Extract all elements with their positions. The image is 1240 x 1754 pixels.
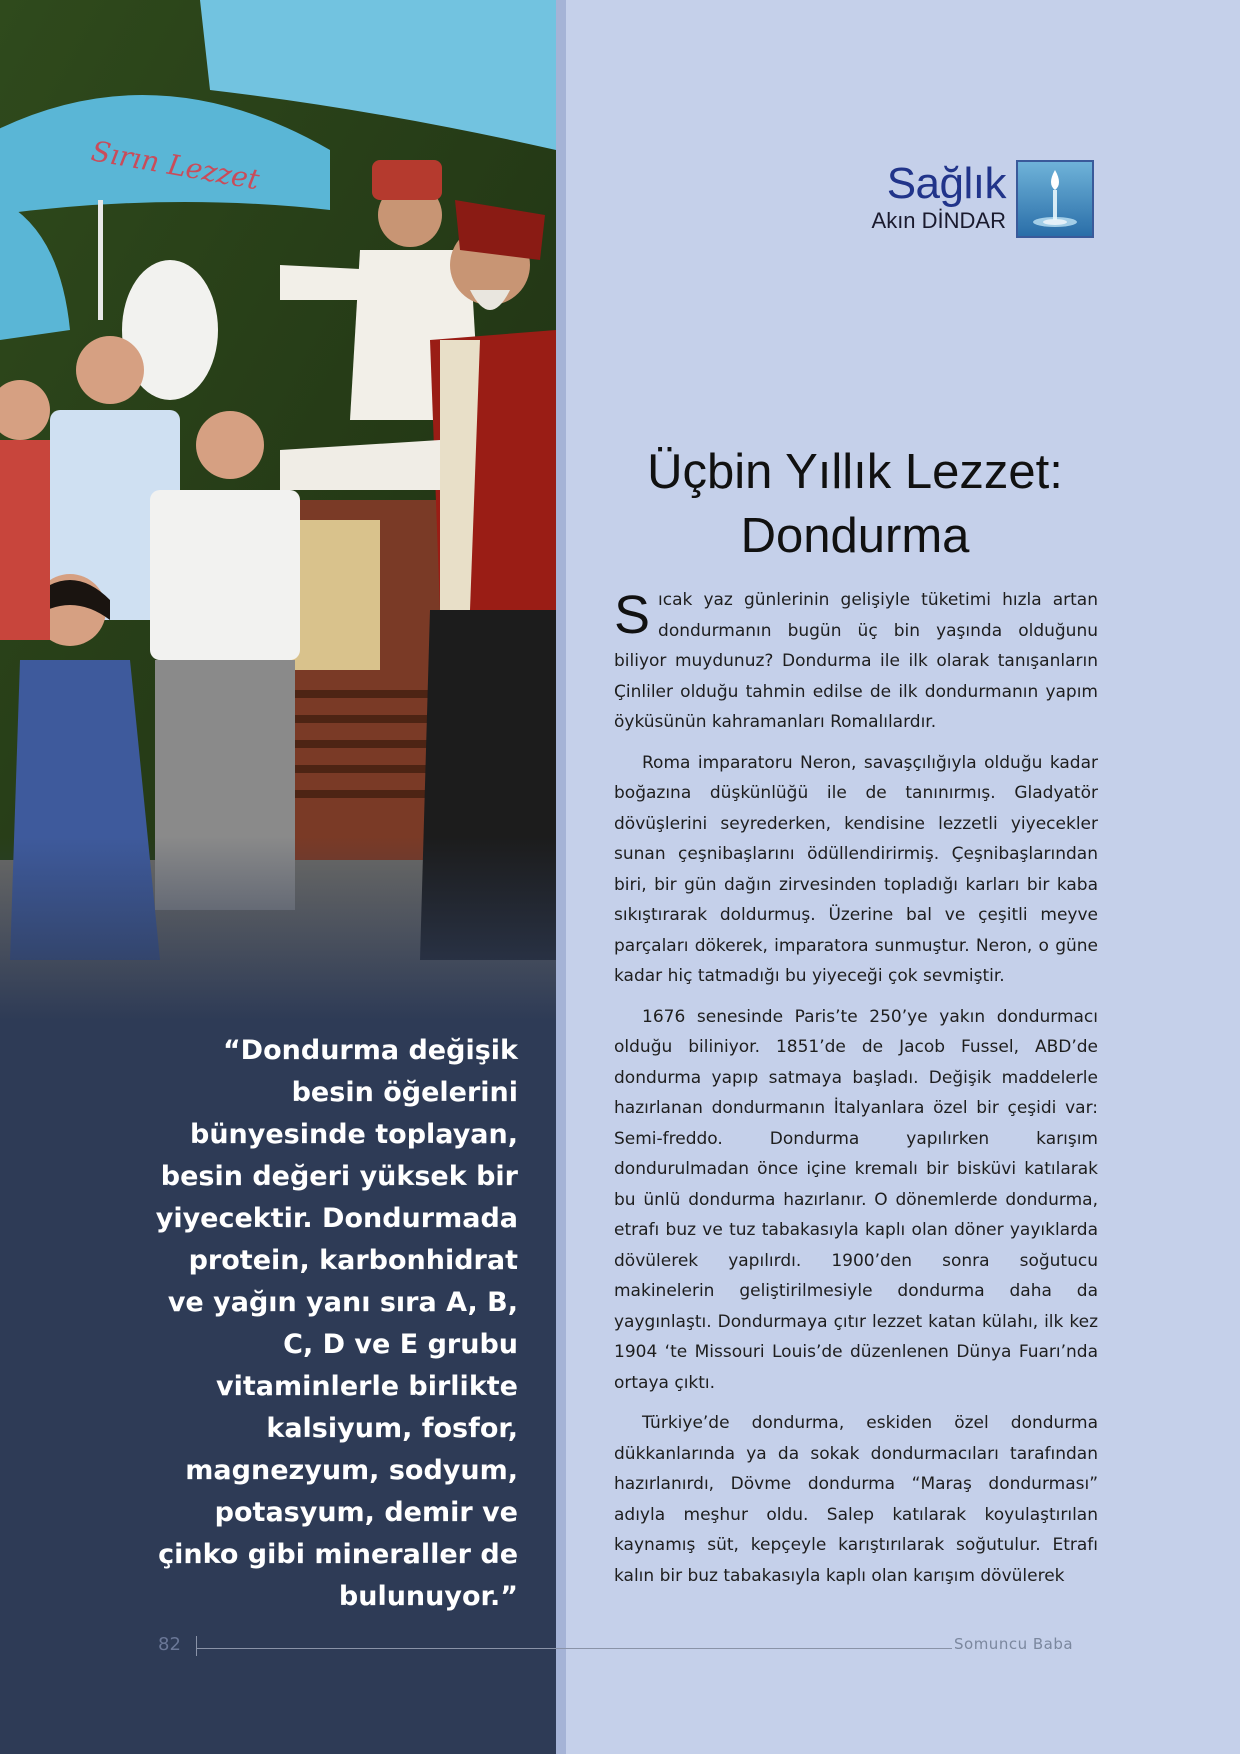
- column-divider: [556, 0, 566, 1754]
- left-column: [0, 0, 556, 1754]
- paragraph-1-text: ıcak yaz günlerinin gelişiyle tüketimi hızla artan dondurmanın bugün üç bin yaşında olduğunu biliyor muydunuz? Dondurma ile ilk olarak tanışanların Çinliler olduğu tahmin edilse de ilk dondurmanın yapım öyküsünün kahramanları Romalılardır.: [614, 590, 1098, 732]
- article-body: [614, 585, 1098, 1601]
- section-title: Sağlık: [886, 159, 1006, 208]
- footer-divider-tick: [196, 1636, 197, 1656]
- headline-line-2: Dondurma: [740, 509, 970, 563]
- paragraph-3: 1676 senesinde Paris’te 250’ye yakın dondurmacı olduğu biliniyor. 1851’de de Jacob Fussel, ABD’de dondurma yapıp satmaya başladı. Değişik maddelerle hazırlanan dondurmanın İtalyanlara özel bir çeşidi var: Semi-freddo. Dondurma yapılırken karışım dondurulmadan önce içine kremalı bir bisküvi katılarak bu ünlü dondurma hazırlanır. O dönemlerde dondurma, etrafı buz ve tuz tabakasıyla kaplı olan döner yayıklarda dövülerek yapılırdı. 1900’den sonra soğutucu makinelerin geliştirilmesiyle dondurma daha da yaygınlaştı. Dondurmaya çıtır lezzet katan külahı, ilk kez 1904 ‘te Missouri Louis’de düzenlenen Dünya Fuarı’nda ortaya çıktı.: [614, 1006, 1098, 1393]
- paragraph-4: Türkiye’de dondurma, eskiden özel dondurma dükkanlarında ya da sokak dondurmacıları tarafından hazırlanırdı, Dövme dondurma “Maraş dondurması” adıyla meşhur oldu. Salep katılarak koyulaştırılan kaynamış süt, kepçeyle karıştırılarak soğutulur. Etrafı kalın bir buz tabakasıyla kaplı olan karışım dövülerek: [614, 1413, 1098, 1586]
- section-header: [872, 160, 1094, 234]
- page-number: 82: [158, 1634, 181, 1655]
- author-name: Akın DİNDAR: [871, 208, 1006, 233]
- paragraph-1: [614, 585, 1098, 738]
- ice-cream-vendor-photo: [0, 0, 556, 1020]
- paragraph-2: Roma imparatoru Neron, savaşçılığıyla olduğu kadar boğazına düşkünlüğü ile de tanınırmış. Gladyatör dövüşlerini seyrederken, kendisine lezzetli yiyecekler sunan çeşnibaşlarını ödüllendirirmiş. Çeşnibaşlarından biri, bir gün dağın zirvesinden topladığı karları bir kaba sıkıştırarak doldurmuş. Üzerine bal ve çeşitli meyve parçaları dökerek, imparatora sunmuştur. Neron, o güne kadar hiç tatmadığı bu yiyeceği çok sevmiştir.: [614, 752, 1098, 986]
- headline-line-1: Üçbin Yıllık Lezzet:: [647, 445, 1063, 499]
- drop-cap: S: [614, 585, 651, 645]
- magazine-name: Somuncu Baba: [954, 1635, 1074, 1653]
- pull-quote: “Dondurma değişik besin öğelerini bünyesinde toplayan, besin değeri yüksek bir yiyecektir. Dondurmada protein, karbonhidrat ve yağın yanı sıra A, B, C, D ve E grubu vitaminlerle birlikte kalsiyum, fosfor, magnezyum, sodyum, potasyum, demir ve çinko gibi mineraller de bulunuyor.”: [155, 1035, 518, 1612]
- water-drop-icon: [1016, 160, 1094, 238]
- footer-rule: [196, 1648, 952, 1649]
- article-headline: [590, 440, 1120, 568]
